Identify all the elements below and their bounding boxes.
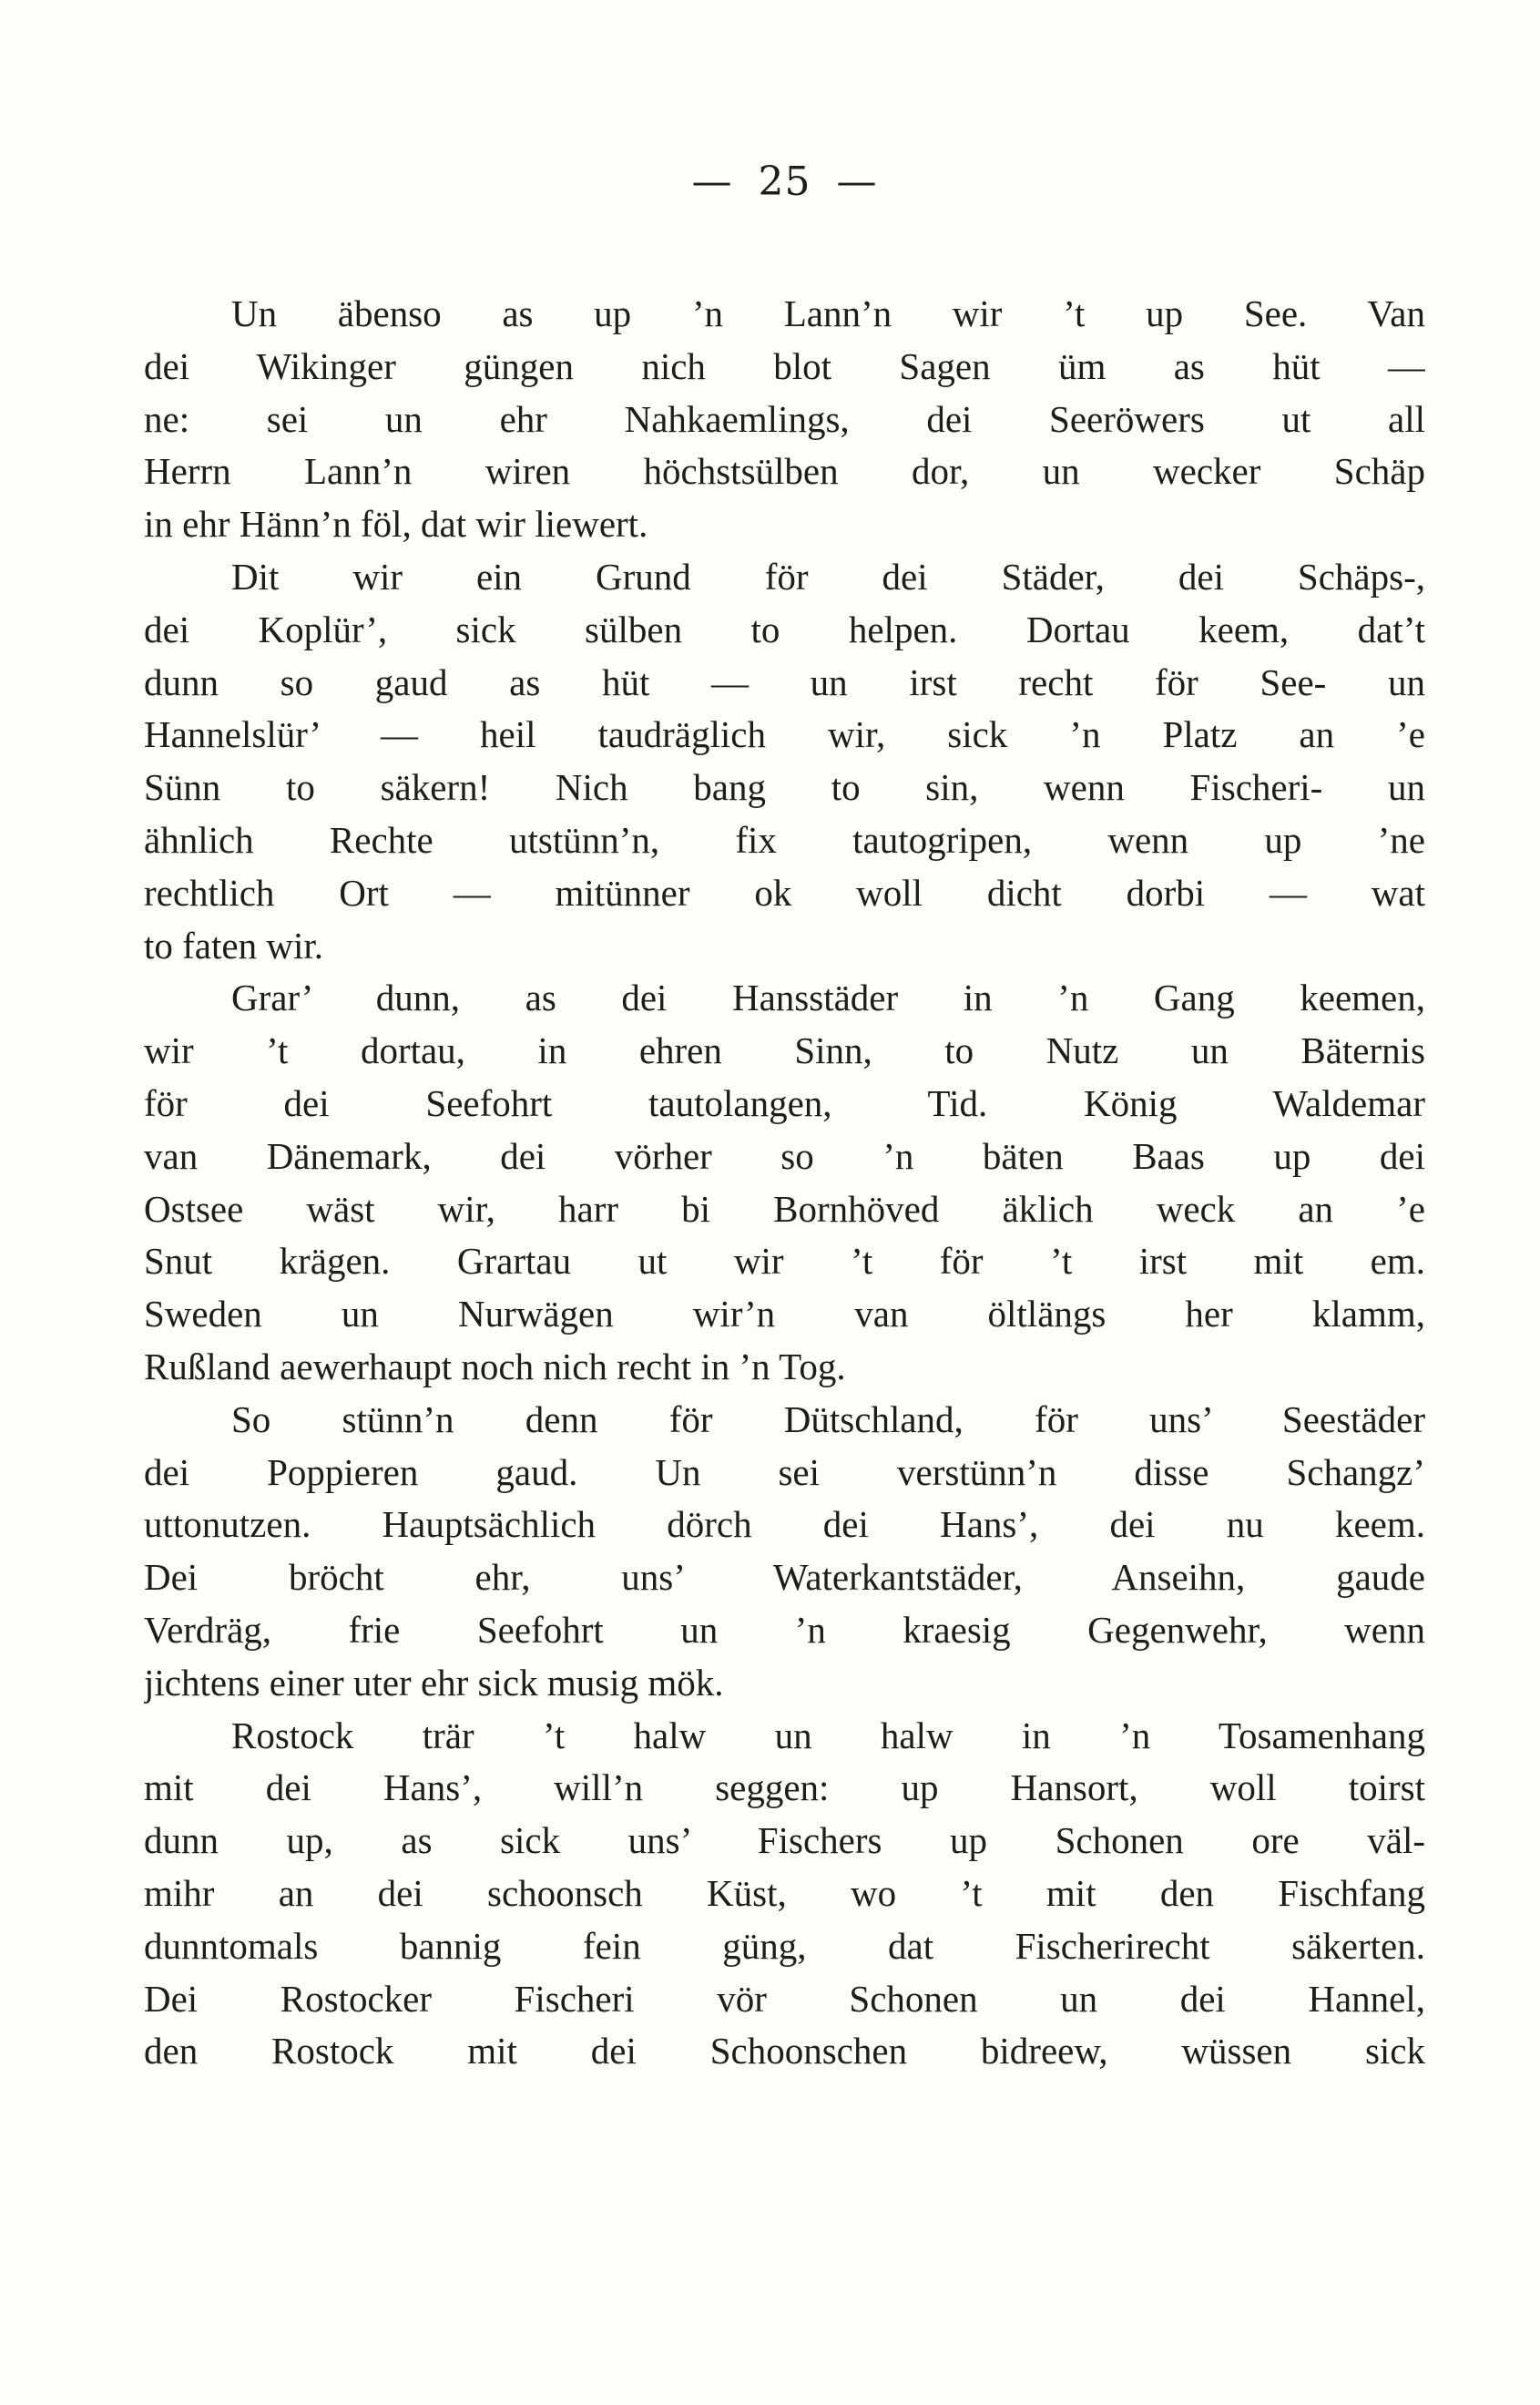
text-line: Un äbenso as up ’n Lann’n wir ’t up See. Van (231, 292, 1425, 334)
text-line: dei Poppieren gaud. Un sei verstünn’n disse Schangz’ (144, 1450, 1425, 1493)
text-line: ne: sei un ehr Nahkaemlings, dei Seeröwers ut all (144, 397, 1425, 440)
page-number-dash-right: — (836, 159, 878, 205)
text-line: Sünn to säkern! Nich bang to sin, wenn Fischeri- un (144, 766, 1425, 809)
text-line: Ostsee wäst wir, harr bi Bornhöved äklich weck an ’e (144, 1187, 1425, 1230)
text-line: Snut krägen. Grartau ut wir ’t för ’t irst mit em. (144, 1240, 1425, 1283)
text-line: wir ’t dortau, in ehren Sinn, to Nutz un Bäternis (144, 1029, 1425, 1072)
text-line: för dei Seefohrt tautolangen, Tid. König Waldemar (144, 1081, 1425, 1124)
text-line: dei Koplür’, sick sülben to helpen. Dortau keem, dat’t (144, 608, 1425, 650)
text-line: Herrn Lann’n wiren höchstsülben dor, un wecker Schäp (144, 450, 1425, 493)
text-line: dunn up, as sick uns’ Fischers up Schonen ore väl- (144, 1819, 1425, 1862)
text-line: in ehr Hänn’n föl, dat wir liewert. (144, 503, 648, 546)
text-line: Dei Rostocker Fischeri vör Schonen un dei Hannel, (144, 1977, 1425, 2020)
text-line: Rußland aewerhaupt noch nich recht in ’n Tog. (144, 1345, 846, 1387)
text-line: den Rostock mit dei Schoonschen bidreew, wüssen sick (144, 2030, 1425, 2072)
text-line: Dei bröcht ehr, uns’ Waterkantstäder, Anseihn, gaude (144, 1556, 1425, 1599)
text-line: to faten wir. (144, 924, 323, 967)
text-line: Sweden un Nurwägen wir’n van öltlängs her klamm, (144, 1293, 1425, 1336)
text-line: dunntomals bannig fein güng, dat Fischerirecht säkerten. (144, 1924, 1425, 1967)
text-line: Verdräg, frie Seefohrt un ’n kraesig Gegenwehr, wenn (144, 1608, 1425, 1651)
text-line: dunn so gaud as hüt — un irst recht för See- un (144, 660, 1425, 703)
text-line: mit dei Hans’, will’n seggen: up Hansort, woll toirst (144, 1766, 1425, 1809)
body-text (144, 288, 1425, 2078)
text-line: So stünn’n denn för Dütschland, för uns’ Seestäder (231, 1397, 1425, 1440)
text-line: van Dänemark, dei vörher so ’n bäten Baas up dei (144, 1134, 1425, 1177)
text-line: Hannelslür’ — heil taudräglich wir, sick ’n Platz an ’e (144, 713, 1425, 756)
page-number-value: 25 (758, 159, 811, 205)
text-line: rechtlich Ort — mitünner ok woll dicht dorbi — wat (144, 871, 1425, 914)
text-line: Rostock trär ’t halw un halw in ’n Tosamenhang (231, 1714, 1425, 1756)
text-line: dei Wikinger güngen nich blot Sagen üm as hüt — (144, 344, 1425, 387)
text-line: mihr an dei schoonsch Küst, wo ’t mit den Fischfang (144, 1871, 1425, 1914)
text-line: ähnlich Rechte utstünn’n, fix tautogripen, wenn up ’ne (144, 818, 1425, 861)
page-number (144, 155, 1425, 210)
text-line: Grar’ dunn, as dei Hansstäder in ’n Gang keemen, (231, 977, 1425, 1019)
page-number-dash-left: — (691, 159, 733, 205)
text-line: jichtens einer uter ehr sick musig mök. (144, 1661, 724, 1704)
text-line: Dit wir ein Grund för dei Städer, dei Schäps-, (231, 555, 1425, 598)
text-line: uttonutzen. Hauptsächlich dörch dei Hans’, dei nu keem. (144, 1503, 1425, 1546)
